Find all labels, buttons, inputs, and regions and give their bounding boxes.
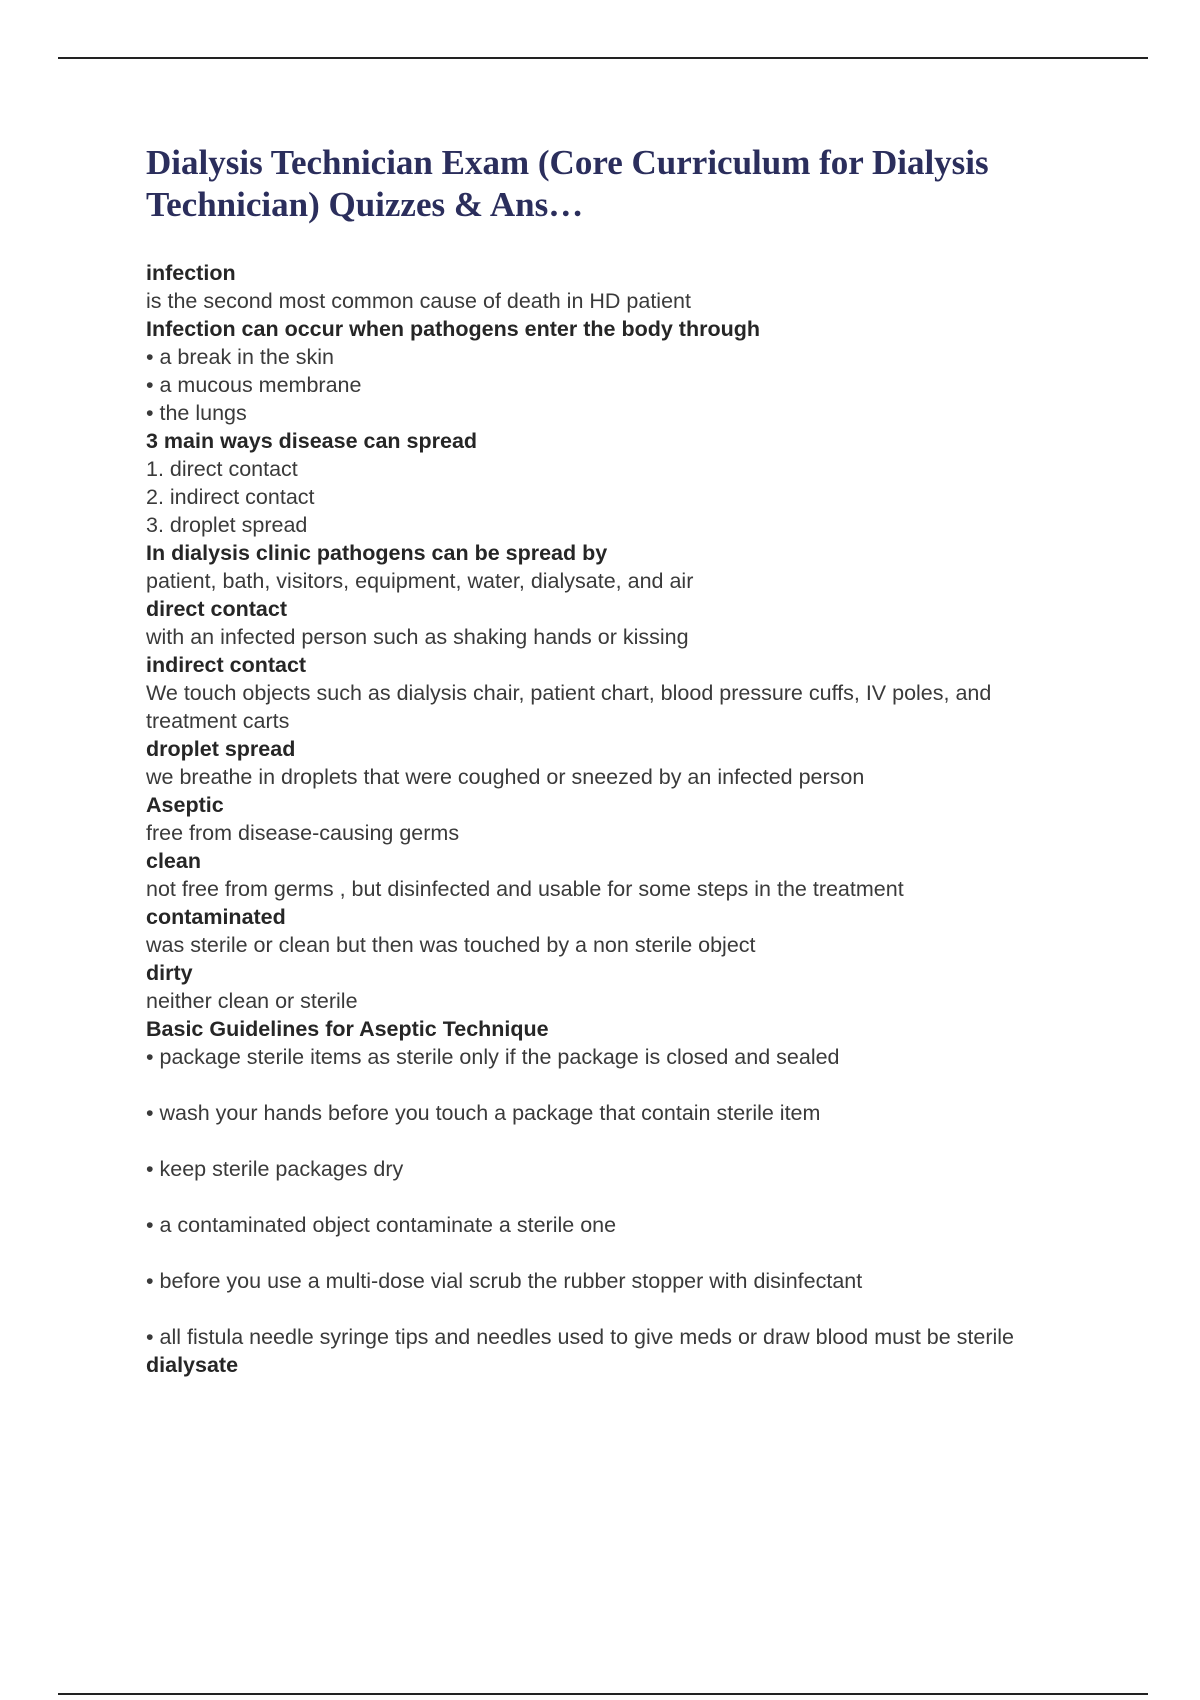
flashcard — [146, 1015, 1066, 1351]
flashcard-term: Aseptic — [146, 793, 224, 817]
flashcard-term: indirect contact — [146, 653, 307, 677]
flashcard — [146, 539, 1066, 595]
flashcard — [146, 735, 1066, 791]
flashcard-definition-line: • a contaminated object contaminate a sterile one — [146, 1213, 617, 1237]
flashcard — [146, 959, 1066, 1015]
footer-rule — [58, 1693, 1148, 1695]
flashcard — [146, 259, 1066, 315]
flashcard-term: 3 main ways disease can spread — [146, 429, 478, 453]
flashcard-definition-line: was sterile or clean but then was touched by a non sterile object — [146, 933, 756, 957]
flashcard-term: clean — [146, 849, 201, 873]
flashcard — [146, 595, 1066, 651]
flashcard-definition-line: 2. indirect contact — [146, 485, 315, 509]
blank-line — [146, 1239, 1066, 1267]
flashcard-definition-line: • wash your hands before you touch a package that contain sterile item — [146, 1101, 821, 1125]
flashcard — [146, 651, 1066, 735]
flashcard-definition-line: patient, bath, visitors, equipment, water, dialysate, and air — [146, 569, 694, 593]
flashcard-definition-line: we breathe in droplets that were coughed or sneezed by an infected person — [146, 765, 865, 789]
flashcard — [146, 1351, 1066, 1379]
flashcard — [146, 791, 1066, 847]
flashcard-term: direct contact — [146, 597, 287, 621]
flashcard-definition-line: We touch objects such as dialysis chair, patient chart, blood pressure cuffs, IV poles, and treatment carts — [146, 681, 998, 733]
flashcard-definition-line: free from disease-causing germs — [146, 821, 460, 845]
flashcard-term: infection — [146, 261, 236, 285]
flashcard-definition-line: 3. droplet spread — [146, 513, 308, 537]
flashcard-list — [146, 259, 1066, 1379]
flashcard-definition-line: is the second most common cause of death in HD patient — [146, 289, 691, 313]
flashcard-term: dialysate — [146, 1353, 239, 1377]
flashcard — [146, 903, 1066, 959]
flashcard — [146, 315, 1066, 427]
flashcard-definition-line: • all fistula needle syringe tips and needles used to give meds or draw blood must be sterile — [146, 1325, 1015, 1349]
blank-line — [146, 1127, 1066, 1155]
flashcard-definition-line: • keep sterile packages dry — [146, 1157, 404, 1181]
flashcard-term: Basic Guidelines for Aseptic Technique — [146, 1017, 549, 1041]
flashcard-term: Infection can occur when pathogens enter the body through — [146, 317, 760, 341]
flashcard-definition-line: neither clean or sterile — [146, 989, 358, 1013]
flashcard-term: droplet spread — [146, 737, 296, 761]
flashcard-term: In dialysis clinic pathogens can be spread by — [146, 541, 608, 565]
flashcard-definition-line: • a mucous membrane — [146, 373, 362, 397]
header-rule — [58, 57, 1148, 59]
document-title: Dialysis Technician Exam (Core Curriculum for Dialysis Technician) Quizzes & Ans… — [146, 143, 989, 224]
flashcard-definition-line: • a break in the skin — [146, 345, 334, 369]
flashcard-definition-line: • the lungs — [146, 401, 247, 425]
blank-line — [146, 1183, 1066, 1211]
flashcard-term: dirty — [146, 961, 193, 985]
blank-line — [146, 1295, 1066, 1323]
flashcard-definition-line: with an infected person such as shaking hands or kissing — [146, 625, 689, 649]
flashcard-definition-line: 1. direct contact — [146, 457, 298, 481]
flashcard — [146, 427, 1066, 539]
blank-line — [146, 1071, 1066, 1099]
flashcard — [146, 847, 1066, 903]
flashcard-definition-line: not free from germs , but disinfected and usable for some steps in the treatment — [146, 877, 904, 901]
flashcard-definition-line: • package sterile items as sterile only if the package is closed and sealed — [146, 1045, 840, 1069]
flashcard-definition-line: • before you use a multi-dose vial scrub the rubber stopper with disinfectant — [146, 1269, 863, 1293]
flashcard-term: contaminated — [146, 905, 286, 929]
